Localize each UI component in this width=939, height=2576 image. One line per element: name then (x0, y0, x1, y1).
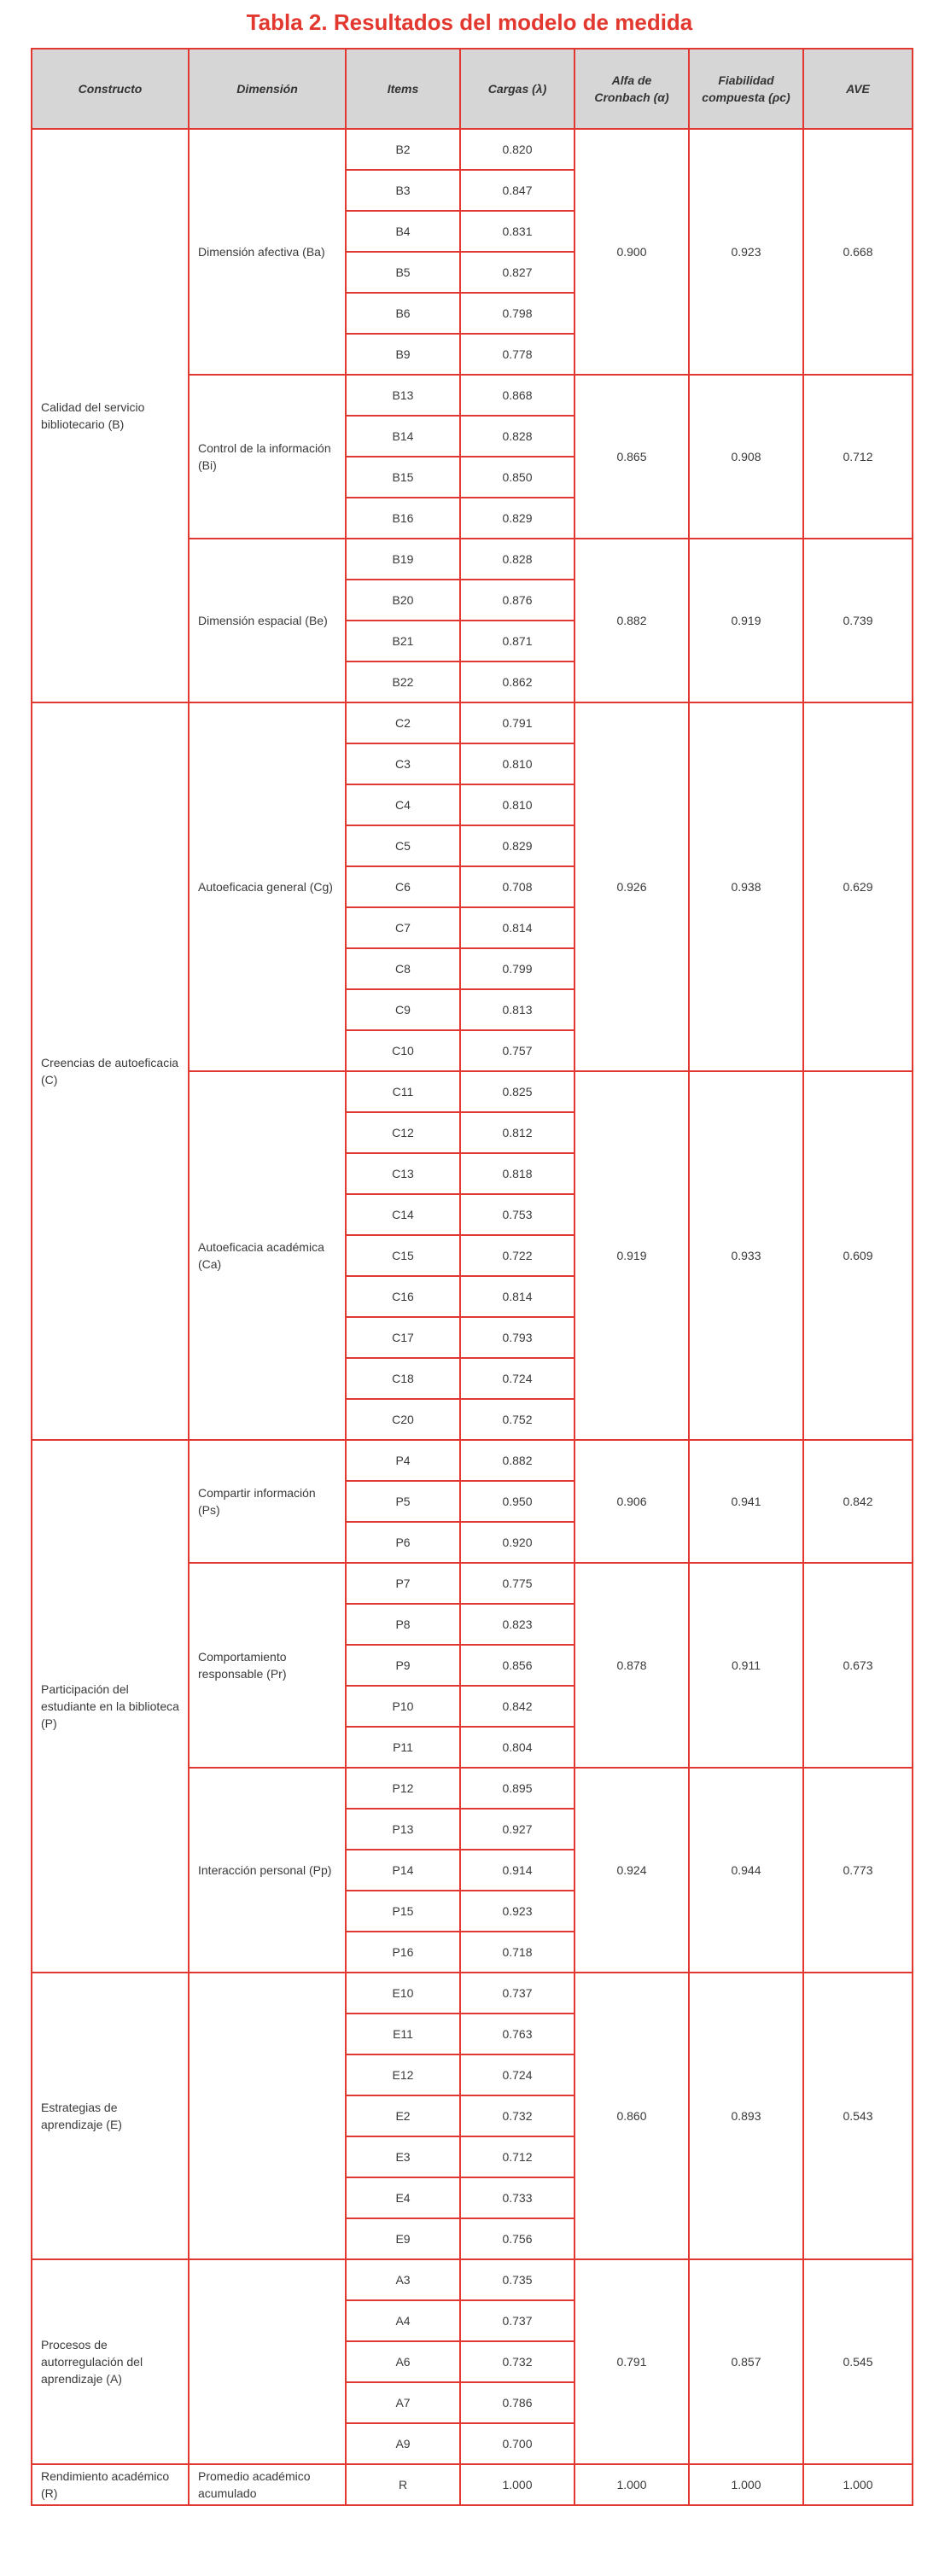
ave-cell: 0.673 (803, 1563, 913, 1768)
table-row (32, 702, 913, 743)
loading-cell: 0.829 (460, 498, 574, 539)
loading-cell: 0.757 (460, 1030, 574, 1071)
reliability-cell: 1.000 (689, 2464, 803, 2505)
alpha-cell: 0.900 (574, 129, 689, 375)
ave-cell: 0.842 (803, 1440, 913, 1563)
item-cell: P16 (346, 1932, 460, 1973)
item-cell: P13 (346, 1809, 460, 1850)
item-cell: E9 (346, 2218, 460, 2259)
loading-cell: 0.876 (460, 580, 574, 621)
reliability-cell: 0.893 (689, 1973, 803, 2259)
item-cell: E2 (346, 2095, 460, 2136)
alpha-cell: 0.906 (574, 1440, 689, 1563)
loading-cell: 0.718 (460, 1932, 574, 1973)
dimension-cell: Autoeficacia general (Cg) (189, 702, 346, 1071)
loading-cell: 0.812 (460, 1112, 574, 1153)
item-cell: P4 (346, 1440, 460, 1481)
item-cell: P5 (346, 1481, 460, 1522)
loading-cell: 0.722 (460, 1235, 574, 1276)
loading-cell: 0.737 (460, 2300, 574, 2341)
ave-cell: 0.739 (803, 539, 913, 702)
item-cell: C9 (346, 989, 460, 1030)
item-cell: C11 (346, 1071, 460, 1112)
alpha-cell: 0.878 (574, 1563, 689, 1768)
reliability-cell: 0.908 (689, 375, 803, 539)
dimension-cell: Compartir información (Ps) (189, 1440, 346, 1563)
loading-cell: 0.786 (460, 2382, 574, 2423)
item-cell: B9 (346, 334, 460, 375)
reliability-cell: 0.919 (689, 539, 803, 702)
item-cell: A3 (346, 2259, 460, 2300)
dimension-cell: Control de la información (Bi) (189, 375, 346, 539)
table-row (32, 2464, 913, 2505)
loading-cell: 0.778 (460, 334, 574, 375)
item-cell: P11 (346, 1727, 460, 1768)
dimension-cell: Autoeficacia académica (Ca) (189, 1071, 346, 1440)
header-row (32, 49, 913, 129)
item-cell: B22 (346, 661, 460, 702)
alpha-cell: 0.926 (574, 702, 689, 1071)
item-cell: C13 (346, 1153, 460, 1194)
item-cell: E11 (346, 2014, 460, 2054)
construct-cell: Procesos de autorregulación del aprendizaje (A) (32, 2259, 189, 2464)
loading-cell: 0.850 (460, 457, 574, 498)
reliability-cell: 0.911 (689, 1563, 803, 1768)
table-body (32, 129, 913, 2505)
loading-cell: 0.752 (460, 1399, 574, 1440)
alpha-cell: 1.000 (574, 2464, 689, 2505)
dimension-cell: Dimensión afectiva (Ba) (189, 129, 346, 375)
item-cell: E4 (346, 2177, 460, 2218)
item-cell: B15 (346, 457, 460, 498)
reliability-cell: 0.933 (689, 1071, 803, 1440)
item-cell: C20 (346, 1399, 460, 1440)
alpha-cell: 0.860 (574, 1973, 689, 2259)
item-cell: C2 (346, 702, 460, 743)
loading-cell: 0.831 (460, 211, 574, 252)
item-cell: B2 (346, 129, 460, 170)
construct-cell: Participación del estudiante en la biblioteca (P) (32, 1440, 189, 1973)
loading-cell: 1.000 (460, 2464, 574, 2505)
ave-cell: 0.712 (803, 375, 913, 539)
item-cell: B21 (346, 621, 460, 661)
item-cell: P7 (346, 1563, 460, 1604)
loading-cell: 0.868 (460, 375, 574, 416)
loading-cell: 0.828 (460, 539, 574, 580)
alpha-cell: 0.791 (574, 2259, 689, 2464)
item-cell: B3 (346, 170, 460, 211)
item-cell: B5 (346, 252, 460, 293)
item-cell: E12 (346, 2054, 460, 2095)
header-items: Items (346, 49, 460, 129)
reliability-cell: 0.941 (689, 1440, 803, 1563)
loading-cell: 0.798 (460, 293, 574, 334)
item-cell: B20 (346, 580, 460, 621)
item-cell: B14 (346, 416, 460, 457)
ave-cell: 0.609 (803, 1071, 913, 1440)
table-row (32, 2259, 913, 2300)
item-cell: C17 (346, 1317, 460, 1358)
loading-cell: 0.737 (460, 1973, 574, 2014)
measurement-model-table (31, 48, 913, 2506)
item-cell: E3 (346, 2136, 460, 2177)
item-cell: B16 (346, 498, 460, 539)
item-cell: A6 (346, 2341, 460, 2382)
loading-cell: 0.753 (460, 1194, 574, 1235)
loading-cell: 0.724 (460, 2054, 574, 2095)
item-cell: C12 (346, 1112, 460, 1153)
alpha-cell: 0.865 (574, 375, 689, 539)
construct-cell: Creencias de autoeficacia (C) (32, 702, 189, 1440)
item-cell: P15 (346, 1891, 460, 1932)
reliability-cell: 0.938 (689, 702, 803, 1071)
loading-cell: 0.895 (460, 1768, 574, 1809)
item-cell: C10 (346, 1030, 460, 1071)
ave-cell: 0.545 (803, 2259, 913, 2464)
item-cell: P6 (346, 1522, 460, 1563)
construct-cell: Estrategias de aprendizaje (E) (32, 1973, 189, 2259)
reliability-cell: 0.857 (689, 2259, 803, 2464)
loading-cell: 0.823 (460, 1604, 574, 1645)
loading-cell: 0.724 (460, 1358, 574, 1399)
item-cell: A9 (346, 2423, 460, 2464)
loading-cell: 0.700 (460, 2423, 574, 2464)
item-cell: P14 (346, 1850, 460, 1891)
loading-cell: 0.882 (460, 1440, 574, 1481)
loading-cell: 0.763 (460, 2014, 574, 2054)
loading-cell: 0.825 (460, 1071, 574, 1112)
reliability-cell: 0.944 (689, 1768, 803, 1973)
loading-cell: 0.842 (460, 1686, 574, 1727)
item-cell: C3 (346, 743, 460, 784)
loading-cell: 0.914 (460, 1850, 574, 1891)
loading-cell: 0.923 (460, 1891, 574, 1932)
dimension-cell: Promedio académico acumulado (189, 2464, 346, 2505)
loading-cell: 0.828 (460, 416, 574, 457)
item-cell: B13 (346, 375, 460, 416)
loading-cell: 0.708 (460, 866, 574, 907)
item-cell: C4 (346, 784, 460, 825)
header-fiabilidad: Fiabilidad compuesta (ρc) (689, 49, 803, 129)
item-cell: B19 (346, 539, 460, 580)
header-dimension: Dimensión (189, 49, 346, 129)
ave-cell: 1.000 (803, 2464, 913, 2505)
item-cell: R (346, 2464, 460, 2505)
loading-cell: 0.712 (460, 2136, 574, 2177)
table-title: Tabla 2. Resultados del modelo de medida (246, 9, 693, 35)
item-cell: C18 (346, 1358, 460, 1399)
table-row (32, 129, 913, 170)
construct-cell: Calidad del servicio bibliotecario (B) (32, 129, 189, 702)
item-cell: B6 (346, 293, 460, 334)
loading-cell: 0.862 (460, 661, 574, 702)
item-cell: B4 (346, 211, 460, 252)
header-cargas: Cargas (λ) (460, 49, 574, 129)
header-ave: AVE (803, 49, 913, 129)
item-cell: A7 (346, 2382, 460, 2423)
loading-cell: 0.732 (460, 2341, 574, 2382)
loading-cell: 0.775 (460, 1563, 574, 1604)
item-cell: C14 (346, 1194, 460, 1235)
loading-cell: 0.818 (460, 1153, 574, 1194)
item-cell: C7 (346, 907, 460, 948)
ave-cell: 0.668 (803, 129, 913, 375)
ave-cell: 0.543 (803, 1973, 913, 2259)
alpha-cell: 0.919 (574, 1071, 689, 1440)
loading-cell: 0.950 (460, 1481, 574, 1522)
item-cell: E10 (346, 1973, 460, 2014)
loading-cell: 0.810 (460, 784, 574, 825)
loading-cell: 0.871 (460, 621, 574, 661)
reliability-cell: 0.923 (689, 129, 803, 375)
header-alfa: Alfa de Cronbach (α) (574, 49, 689, 129)
loading-cell: 0.927 (460, 1809, 574, 1850)
ave-cell: 0.773 (803, 1768, 913, 1973)
loading-cell: 0.813 (460, 989, 574, 1030)
loading-cell: 0.829 (460, 825, 574, 866)
item-cell: C8 (346, 948, 460, 989)
loading-cell: 0.756 (460, 2218, 574, 2259)
dimension-cell: Dimensión espacial (Be) (189, 539, 346, 702)
table-row (32, 1440, 913, 1481)
loading-cell: 0.856 (460, 1645, 574, 1686)
item-cell: P8 (346, 1604, 460, 1645)
loading-cell: 0.920 (460, 1522, 574, 1563)
item-cell: C16 (346, 1276, 460, 1317)
item-cell: A4 (346, 2300, 460, 2341)
loading-cell: 0.735 (460, 2259, 574, 2300)
loading-cell: 0.799 (460, 948, 574, 989)
dimension-cell: Interacción personal (Pp) (189, 1768, 346, 1973)
dimension-cell (189, 1973, 346, 2259)
loading-cell: 0.733 (460, 2177, 574, 2218)
item-cell: C5 (346, 825, 460, 866)
item-cell: P12 (346, 1768, 460, 1809)
alpha-cell: 0.882 (574, 539, 689, 702)
loading-cell: 0.732 (460, 2095, 574, 2136)
construct-cell: Rendimiento académico (R) (32, 2464, 189, 2505)
item-cell: P10 (346, 1686, 460, 1727)
loading-cell: 0.791 (460, 702, 574, 743)
item-cell: P9 (346, 1645, 460, 1686)
item-cell: C6 (346, 866, 460, 907)
dimension-cell: Comportamiento responsable (Pr) (189, 1563, 346, 1768)
loading-cell: 0.793 (460, 1317, 574, 1358)
table-row (32, 1973, 913, 2014)
loading-cell: 0.820 (460, 129, 574, 170)
alpha-cell: 0.924 (574, 1768, 689, 1973)
loading-cell: 0.810 (460, 743, 574, 784)
item-cell: C15 (346, 1235, 460, 1276)
loading-cell: 0.847 (460, 170, 574, 211)
loading-cell: 0.827 (460, 252, 574, 293)
loading-cell: 0.814 (460, 1276, 574, 1317)
header-constructo: Constructo (32, 49, 189, 129)
dimension-cell (189, 2259, 346, 2464)
ave-cell: 0.629 (803, 702, 913, 1071)
loading-cell: 0.804 (460, 1727, 574, 1768)
loading-cell: 0.814 (460, 907, 574, 948)
